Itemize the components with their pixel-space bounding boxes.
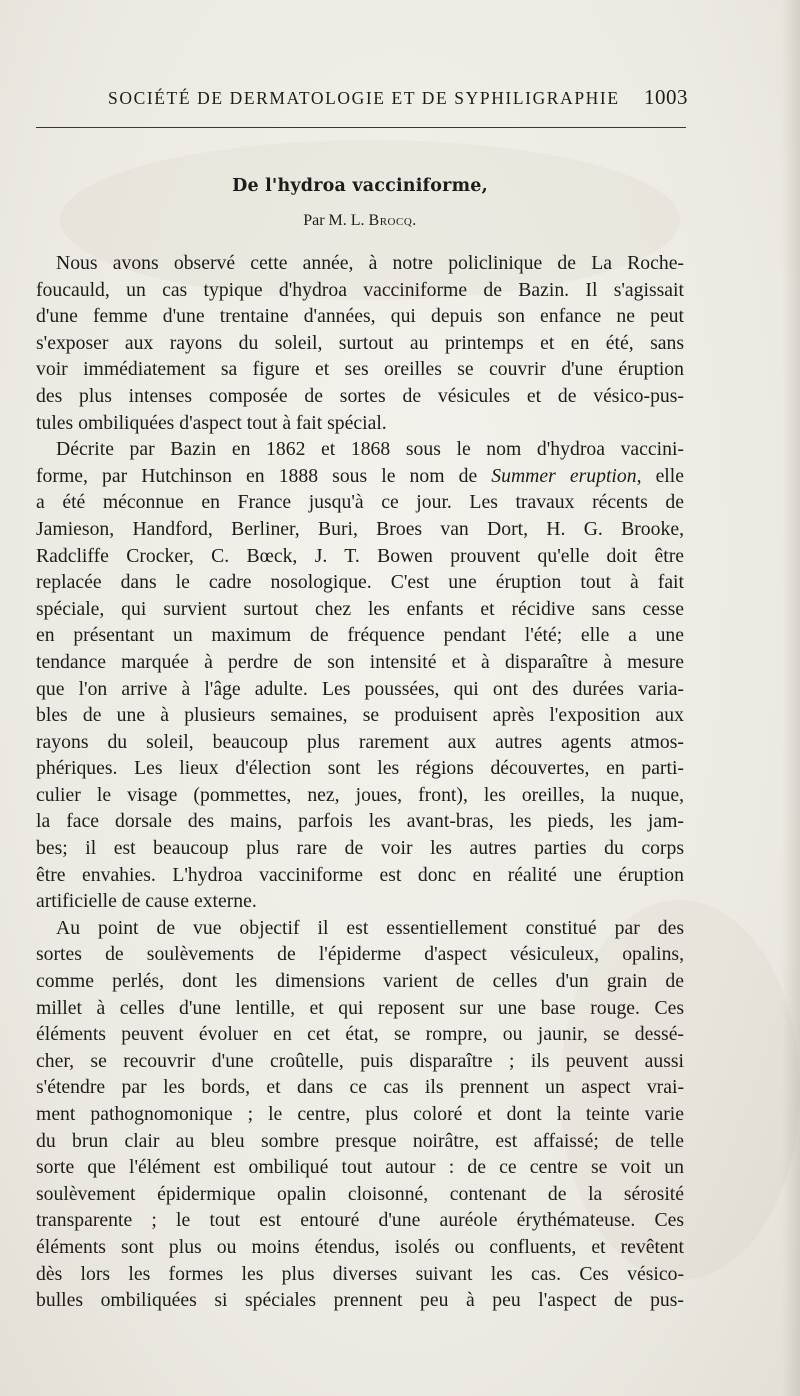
text-line: la face dorsale des mains, parfois les avant-bras, les pieds, les jam- — [36, 810, 684, 833]
text-line: être envahies. L'hydroa vacciniforme est donc en réalité une éruption — [36, 863, 684, 886]
article-body — [36, 250, 684, 1314]
text-line: ment pathognomonique ; le centre, plus coloré et dont la teinte varie — [36, 1103, 684, 1125]
text-line: s'étendre par les bords, et dans ce cas ils prennent un aspect vrai- — [36, 1076, 684, 1099]
text-line: éléments peuvent évoluer en cet état, se rompre, ou jaunir, se dessé- — [36, 1023, 684, 1046]
article-title: De l'hydroa vacciniforme, — [232, 176, 488, 196]
text-line: éléments sont plus ou moins étendus, isolés ou confluents, et revêtent — [36, 1235, 684, 1258]
text-line: Radcliffe Crocker, C. Bœck, J. T. Bowen prouvent qu'elle doit être — [36, 544, 684, 567]
text-line: phériques. Les lieux d'élection sont les régions découvertes, en parti- — [36, 757, 684, 780]
text-line: bes; il est beaucoup plus rare de voir les autres parties du corps — [36, 837, 684, 860]
text-line: Au point de vue objectif il est essentiellement constitué par des — [56, 916, 684, 939]
running-head-title: SOCIÉTÉ DE DERMATOLOGIE ET DE SYPHILIGRAPHIE — [108, 88, 620, 108]
text-line: tendance marquée à perdre de son intensité et à disparaître à mesure — [36, 650, 684, 673]
page-number: 1003 — [644, 85, 688, 109]
text-line: cher, se recouvrir d'une croûtelle, puis disparaître ; ils peuvent aussi — [36, 1049, 684, 1072]
text-line: sortes de soulèvements de l'épiderme d'aspect vésiculeux, opalins, — [36, 943, 684, 966]
text-line: bulles ombiliquées si spéciales prennent peu à peu l'aspect de pus- — [36, 1289, 684, 1312]
text-line: a été méconnue en France jusqu'à ce jour. Les travaux récents de — [36, 491, 684, 514]
text-line: millet à celles d'une lentille, et qui reposent sur une base rouge. Ces — [36, 996, 684, 1019]
text-line: culier le visage (pommettes, nez, joues, front), les oreilles, la nuque, — [36, 783, 684, 806]
text-line: Nous avons observé cette année, à notre policlinique de La Roche- — [56, 252, 684, 274]
text-line: comme perlés, dont les dimensions varient de celles d'un grain de — [36, 970, 684, 993]
text-line: spéciale, qui survient surtout chez les enfants et récidive sans cesse — [36, 597, 684, 620]
text-line: artificielle de cause externe. — [36, 890, 257, 913]
text-line: tules ombiliquées d'aspect tout à fait spécial. — [36, 411, 387, 434]
byline-author: Brocq. — [368, 212, 417, 229]
text-line: foucauld, un cas typique d'hydroa vacciniforme de Bazin. Il s'agissait — [36, 278, 684, 301]
text-line: rayons du soleil, beaucoup plus rarement aux autres agents atmos- — [36, 730, 684, 753]
text-line: d'une femme d'une trentaine d'années, qui depuis son enfance ne peut — [36, 305, 684, 328]
text-line: soulèvement épidermique opalin cloisonné, contenant de la sérosité — [36, 1182, 684, 1205]
text-line: en présentant un maximum de fréquence pendant l'été; elle a une — [36, 624, 684, 647]
text-line: du brun clair au bleu sombre presque noirâtre, est affaissé; de telle — [36, 1129, 684, 1152]
text-line: voir immédiatement sa figure et ses oreilles se couvrir d'une éruption — [36, 358, 684, 381]
text-line: Décrite par Bazin en 1862 et 1868 sous le nom d'hydroa vaccini- — [56, 438, 684, 461]
text-line: dès lors les formes les plus diverses suivant les cas. Ces vésico- — [36, 1262, 684, 1285]
text-line: replacée dans le cadre nosologique. C'est une éruption tout à fait — [36, 571, 684, 594]
emphasis-text: Summer eruption — [491, 464, 637, 487]
byline — [0, 212, 720, 230]
header-rule — [36, 127, 686, 128]
running-head — [108, 85, 688, 109]
text-line: des plus intenses composée de sortes de vésicules et de vésico-pus- — [36, 384, 684, 407]
text-line: forme, par Hutchinson en 1888 sous le nom de Summer eruption, elle — [36, 464, 684, 487]
page-edge-shadow — [782, 0, 800, 1396]
text-line: transparente ; le tout est entouré d'une auréole érythémateuse. Ces — [36, 1209, 684, 1232]
byline-prefix: Par M. L. — [303, 212, 365, 229]
text-line: Jamieson, Handford, Berliner, Buri, Broes van Dort, H. G. Brooke, — [36, 517, 684, 540]
text-line: bles de une à plusieurs semaines, se produisent après l'exposition aux — [36, 704, 684, 727]
text-line: sorte que l'élément est ombiliqué tout autour : de ce centre se voit un — [36, 1156, 684, 1179]
text-line: s'exposer aux rayons du soleil, surtout au printemps et en été, sans — [36, 331, 684, 354]
text-line: que l'on arrive à l'âge adulte. Les poussées, qui ont des durées varia- — [36, 677, 684, 700]
